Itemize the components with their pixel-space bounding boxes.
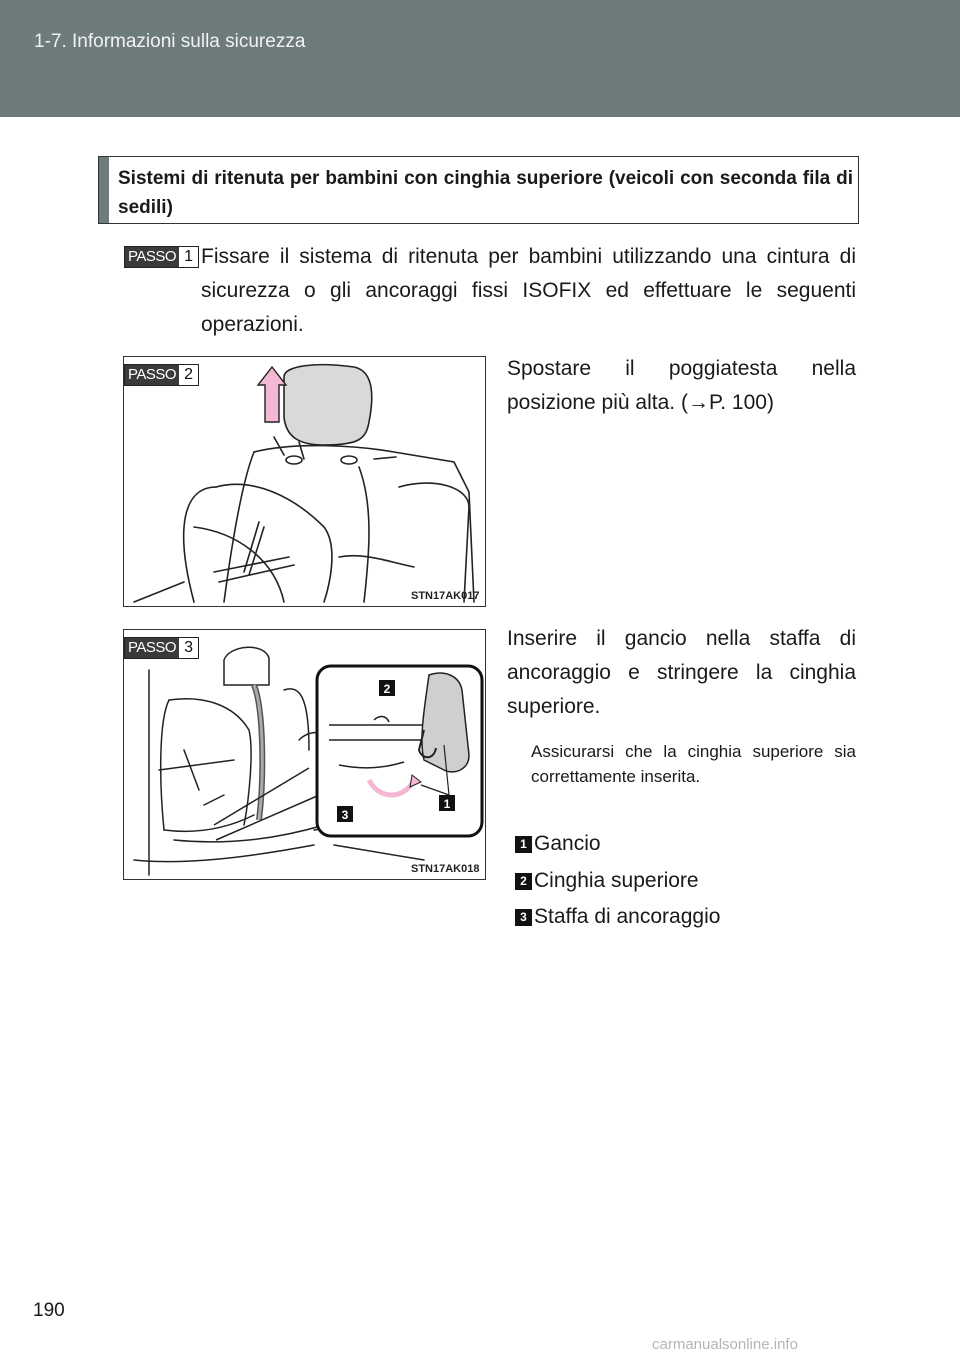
- top-tether-figure: [123, 629, 486, 880]
- legend-text: Gancio: [534, 832, 601, 855]
- svg-text:2: 2: [383, 682, 391, 696]
- top-tether-illustration: [124, 630, 485, 879]
- step-3-text: Inserire il gancio nella staffa di ancoraggio e stringere la cinghia superiore.: [507, 627, 856, 718]
- section-accent-bar: [99, 157, 109, 223]
- watermark: carmanualsonline.info: [652, 1336, 798, 1353]
- legend-number: 3: [515, 909, 532, 926]
- breadcrumb: 1-7. Informazioni sulla sicurezza: [34, 31, 306, 52]
- step-label: PASSO: [125, 638, 179, 658]
- legend-text: Cinghia superiore: [534, 869, 699, 892]
- page-header: [0, 0, 960, 117]
- svg-text:1: 1: [443, 797, 451, 811]
- figure-code: STN17AK017: [411, 590, 480, 602]
- step-badge-3: [124, 637, 199, 659]
- section-title: Sistemi di ritenuta per bambini con cinghia superiore (veicoli con seconda fila di sedili): [118, 168, 853, 218]
- svg-text:3: 3: [341, 808, 349, 822]
- legend-item-3: [515, 905, 720, 929]
- step-label: PASSO: [125, 365, 179, 385]
- step-3-note: Assicurarsi che la cinghia superiore sia correttamente inserita.: [531, 742, 856, 786]
- legend-item-1: [515, 832, 601, 856]
- figure-code: STN17AK018: [411, 863, 480, 875]
- step-2-text: Spostare il poggiatesta nella posizione più alta. (→P. 100): [507, 357, 856, 414]
- step-number: 2: [184, 366, 194, 383]
- headrest-figure: [123, 356, 486, 607]
- step-label: PASSO: [125, 247, 179, 267]
- step-number: 1: [184, 248, 194, 265]
- page-number: 190: [33, 1300, 65, 1321]
- section-heading-box: [98, 156, 859, 224]
- legend-item-2: [515, 869, 699, 893]
- step-1-text: Fissare il sistema di ritenuta per bambini utilizzando una cintura di sicurezza o gli ancoraggi fissi ISOFIX ed effettuare le seguenti operazioni.: [201, 245, 856, 336]
- step-badge-1: [124, 246, 199, 268]
- legend-number: 1: [515, 836, 532, 853]
- headrest-illustration: [124, 357, 485, 606]
- step-badge-2: [124, 364, 199, 386]
- legend-text: Staffa di ancoraggio: [534, 905, 721, 928]
- step-number: 3: [184, 639, 194, 656]
- legend-number: 2: [515, 873, 532, 890]
